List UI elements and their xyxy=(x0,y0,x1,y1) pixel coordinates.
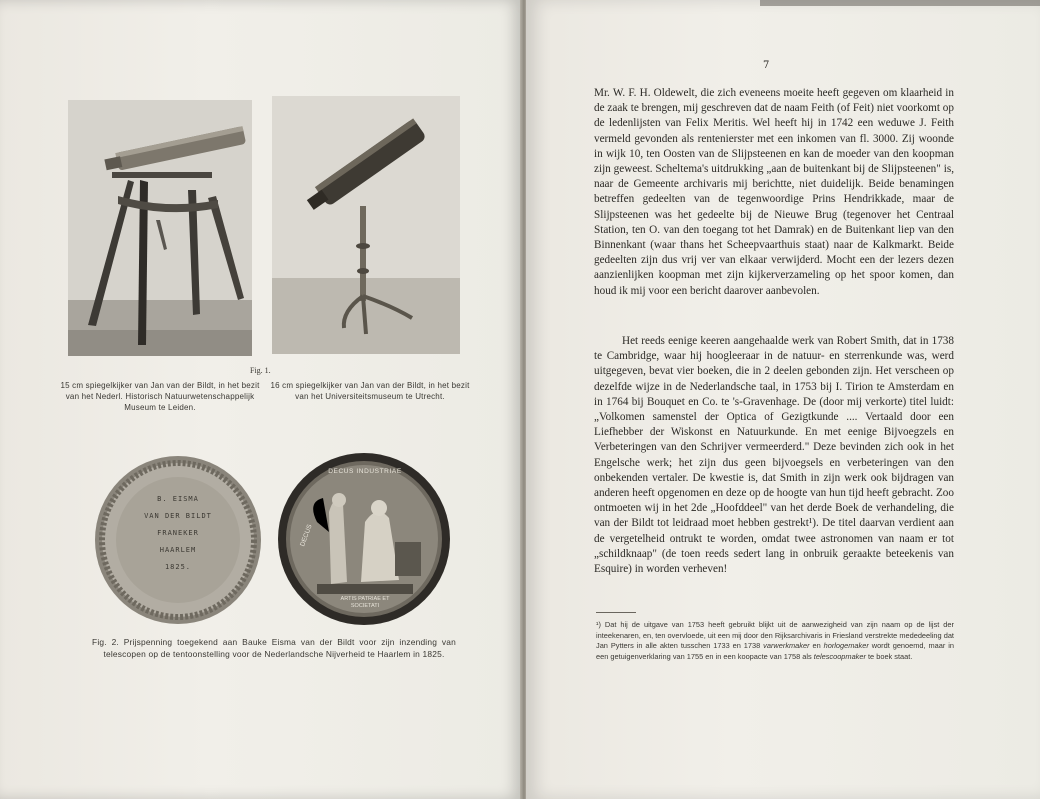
telescope-photo-leiden xyxy=(68,100,252,356)
medal-exergue-line: ARTIS PATRIAE ET xyxy=(340,596,390,602)
medal-reverse xyxy=(94,455,262,625)
medal-inscription-line: FRANEKER xyxy=(157,529,199,537)
medal-legend-left: DECUS xyxy=(299,523,314,548)
medal-inscription-line: HAARLEM xyxy=(159,546,197,554)
footnote xyxy=(596,620,954,662)
medal-obverse xyxy=(277,452,451,626)
medal-inscription-line: VAN DER BILDT xyxy=(144,512,212,520)
footnote-text: wordt genoemd, maar in een getuigenverklaring van 1755 en in een koopacte van 1758 als xyxy=(596,641,954,661)
figure-2-caption: Fig. 2. Prijspenning toegekend aan Bauke Eisma van der Bildt voor zijn inzending van telescopen op de tentoonstelling voor de Nederlandsche Nijverheid te Haarlem in 1825. xyxy=(92,637,456,659)
figure-1-caption-left: 15 cm spiegelkijker van Jan van der Bildt, in het bezit van het Nederl. Historisch Natuurwetenschappelijk Museum te Leiden. xyxy=(60,381,260,412)
body-paragraph-1 xyxy=(594,86,954,299)
page-edge-shadow xyxy=(760,0,1040,6)
paragraph-text: Mr. W. F. H. Oldewelt, die zich eveneens moeite heeft gegeven om klaarheid in de zaak te brengen, mij geschreven dat de naam Feith (of Feit) niet voorkomt op de ledenlijsten van Felix Meritis. Wel heeft hij in 1742 een weduwe J. Feith vermeld gevonden als rentenierster met een inkomen van fl. 3000. Zij woonde in wijk 10, ten Oosten van de Slijpsteenen en kan de moeder van den koopman zijn geweest. Scheltema's uitdrukking „aan de buitenkant bij de Slijpsteenen" is, naar de Gemeente archivaris mij berichtte, niet duidelijk. Beide benamingen betreffen gedeelten van de tegenwoordige Prins Hendrikkade, maar de Slijpsteenen was het gedeelte bij de Nieuwe Brug (tegenover het Centraal Station, ten O. van den toegang tot het Damrak) en de Buitenkant liep van den Binnenkant (waar thans het Scheepvaarthuis staat) naar de Kalkmarkt. Beide gedeelten zijn dus vrij ver van elkaar verwijderd. Mocht een der lezers dezen aanzienlijken koopman met zijn kijkerverzameling op het spoor komen, dan houd ik mij voor een bericht daarover aanbevolen. xyxy=(594,87,954,297)
medal-inscription-line: B. EISMA xyxy=(157,495,199,503)
footnote-italic-term: telescoopmaker xyxy=(813,651,866,661)
figure-1-label: Fig. 1. xyxy=(250,366,271,375)
medal-legend-top: DECUS INDUSTRIAE xyxy=(328,468,402,475)
footnote-text: te boek staat. xyxy=(865,651,913,661)
footnote-rule xyxy=(596,612,636,613)
paragraph-text: Het reeds eenige keeren aangehaalde werk van Robert Smith, dat in 1738 te Cambridge, waar hij hoogleeraar in de natuur- en sterrenkunde was, werd uitgegeven, bevat vier boeken, die in 2 deelen gebonden zijn. Het verscheen op dezelfde wijze in de Nederlandsche taal, in 1753 bij I. Tirion te Amsterdam en in 1764 bij Bouquet en Co. te 's-Gravenhage. De (door mij verkorte) titel luidt: „Volkomen samenstel der Optica of Gezigtkunde .... Vertaald door een Liefhebber der Wiskonst en Natuurkunde. En met eenige Bijvoegzels en Verbeteringen van den Schrijver vermeerderd." Deze bevinden zich ook in het Engelsche werk; het zijn dus geen bijvoegsels en verbeteringen van den onbekenden vertaler. De kwestie is, dat Smith in zijn werk ook bijdragen van anderen heeft opgenomen en deze op de hoogte van hun tijd heeft gebracht. Zoo ontmoeten wij in het 2de „Hoofddeel" van het derde Boek de verhandeling, die van der Bildt tot leidraad moet hebben gestrekt¹). De titel daarvan verdient aan de vergetelheid ontrukt te worden, omdat twee astronomen van naam er tot „schildknaap" (de toen reeds sedert lang in onbruik geraakte beteekenis van Esquire) in worden verheven! xyxy=(594,335,954,576)
medal-inscription-line: 1825. xyxy=(164,563,192,571)
footnote-text: ¹) Dat hij de uitgave van 1753 heeft gebruikt blijkt uit de aanwezigheid van zijn naam op de lijst der inteekenaren, en, ten overvloede, uit een mij door den Rijksarchivaris in Friesland verstrekte mededeeling dat Jan Pytters in alle akten tusschen 1733 en 1738 xyxy=(596,620,954,651)
telescope-photo-utrecht xyxy=(272,96,460,354)
medal-exergue-line: SOCIETATI xyxy=(350,603,380,609)
figure-1-caption-right: 16 cm spiegelkijker van Jan van der Bildt, in het bezit van het Universiteitsmuseum te Utrecht. xyxy=(270,381,470,401)
footnote-italic-term: varwerkmaker xyxy=(763,641,810,651)
page-number: 7 xyxy=(763,60,770,71)
footnote-italic-term: horlogemaker xyxy=(823,641,869,651)
footnote-text: en xyxy=(809,641,824,651)
body-paragraph-2 xyxy=(594,334,954,577)
